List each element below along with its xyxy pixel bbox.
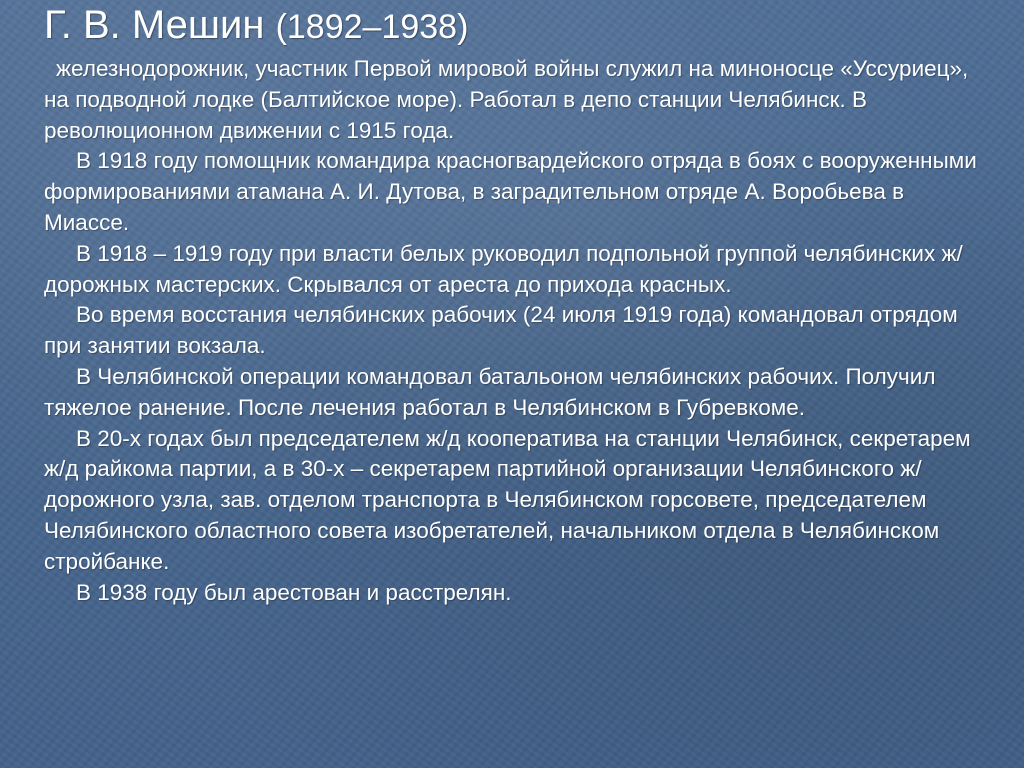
paragraph-1938: В 1938 году был арестован и расстрелян. [76, 579, 512, 605]
biography-text [44, 54, 979, 608]
paragraph-intro: железнодорожник, участник Первой мировой войны служил на миноносце «Уссуриец», на подводной лодке (Балтийское море). Работал в депо станции Челябинск. В революционном движении с 1915 года. [44, 56, 969, 143]
paragraph-1918-red-guard: В 1918 году помощник командира красногвардейского отряда в боях с вооруженными формированиями атамана А. И. Дутова, в заградительном отряде А. Воробьева в Миассе. [44, 148, 977, 235]
title-years: (1892–1938) [275, 8, 469, 46]
paragraph-uprising-1919: Во время восстания челябинских рабочих (24 июля 1919 года) командовал отрядом при занятии вокзала. [44, 302, 958, 359]
title-name: Г. В. Мешин [44, 3, 265, 47]
paragraph-1920s-1930s: В 20-х годах был председателем ж/д кооператива на станции Челябинск, секретарем ж/д райкома партии, а в 30-х – секретарем партийной организации Челябинского ж/дорожного узла, зав. отделом транспорта в Челябинском горсовете, председателем Челябинского областного совета изобретателей, начальником отдела в Челябинском стройбанке. [44, 425, 971, 574]
slide-title [44, 2, 468, 50]
paragraph-chelyabinsk-operation: В Челябинской операции командовал батальоном челябинских рабочих. Получил тяжелое ранение. После лечения работал в Челябинском в Губревкоме. [44, 363, 936, 420]
paragraph-1918-1919-underground: В 1918 – 1919 году при власти белых руководил подпольной группой челябинских ж/дорожных мастерских. Скрывался от ареста до прихода красных. [44, 240, 963, 297]
